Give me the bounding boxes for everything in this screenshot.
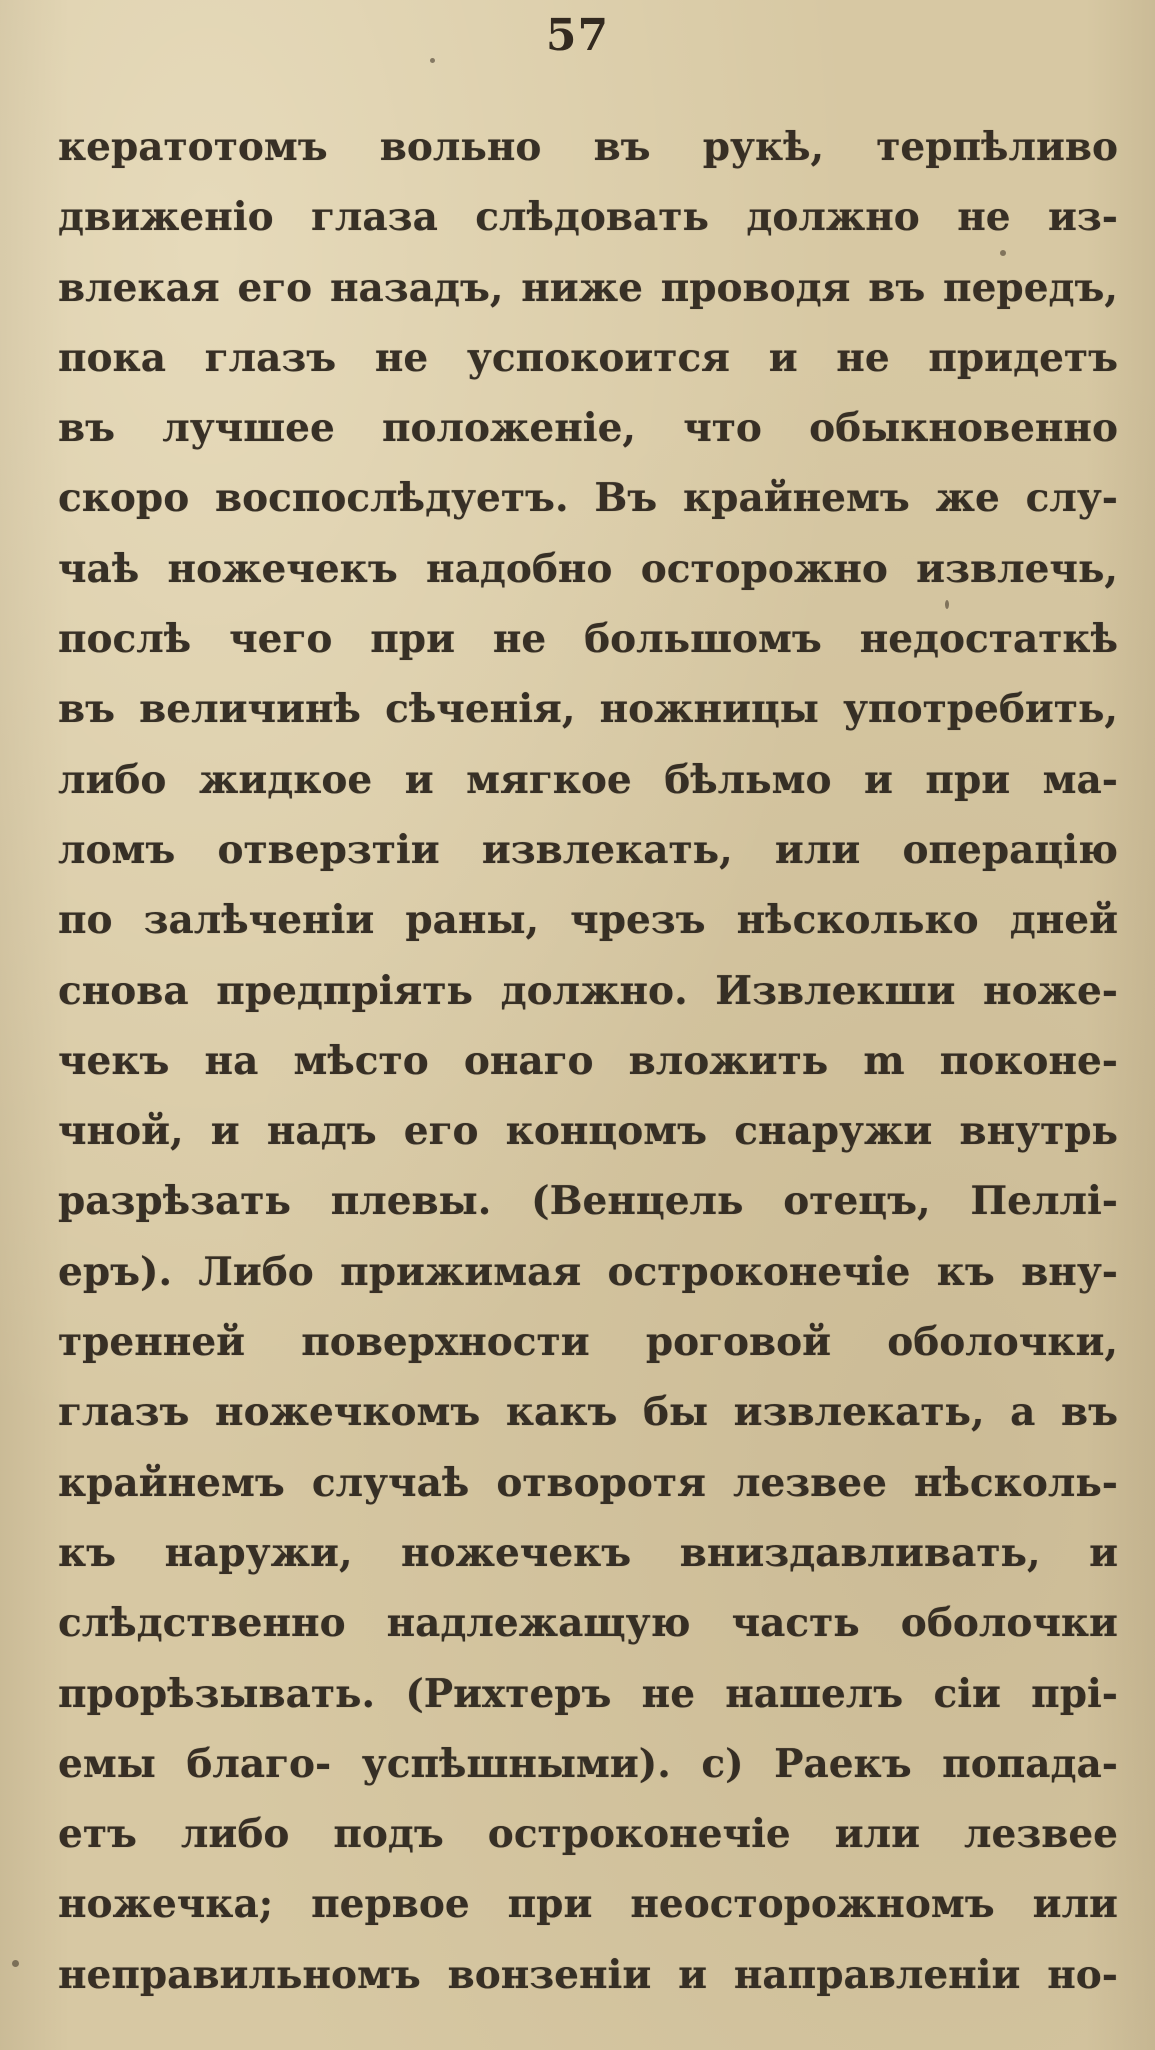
page-number: 57 <box>545 10 610 61</box>
text-line: по залѣченiи раны, чрезъ нѣсколько дней <box>58 897 1118 944</box>
text-line: влекая его назадъ, ниже проводя въ передъ, <box>58 264 1118 311</box>
text-line: ножечка; первое при неосторожномъ или <box>58 1881 1118 1928</box>
text-line: разрѣзать плевы. (Венцель отецъ, Пеллi- <box>58 1178 1118 1225</box>
text-line: чаѣ ножечекъ надобно осторожно извлечь, <box>58 545 1118 592</box>
text-line: кератотомъ вольно въ рукѣ, терпѣливо <box>58 124 1118 170</box>
text-line: снова предпрiять должно. Извлекши ноже- <box>58 967 1118 1014</box>
text-line: либо жидкое и мягкое бѣльмо и при ма- <box>58 756 1118 803</box>
text-line: етъ либо подъ остроконечiе или лезвее <box>58 1811 1118 1858</box>
text-line: чекъ на мѣсто онаго вложить m поконе- <box>58 1037 1118 1084</box>
text-line: еръ). Либо прижимая остроконечiе къ вну- <box>58 1248 1118 1295</box>
text-line: ломъ отверзтiи извлекать, или операцiю <box>58 826 1118 873</box>
text-line: неправильномъ вонзенiи и направленiи но- <box>58 1951 1118 1998</box>
body-text <box>58 112 1118 2010</box>
ink-speck <box>945 600 949 609</box>
ink-speck <box>430 58 435 63</box>
text-line: слѣдственно надлежащую часть оболочки <box>58 1600 1118 1647</box>
text-line: емы благо- успѣшными). с) Раекъ попада- <box>58 1740 1118 1787</box>
text-line: глазъ ножечкомъ какъ бы извлекать, а въ <box>58 1389 1118 1436</box>
text-line: въ величинѣ сѣченiя, ножницы употребить, <box>58 686 1118 733</box>
text-line: крайнемъ случаѣ отворотя лезвее нѣсколь- <box>58 1459 1118 1506</box>
text-line: прорѣзывать. (Рихтеръ не нашелъ сiи прi- <box>58 1670 1118 1717</box>
text-line: въ лучшее положенiе, что обыкновенно <box>58 405 1118 452</box>
ink-speck <box>12 1960 19 1967</box>
text-line: къ наружи, ножечекъ вниздавливать, и <box>58 1529 1118 1576</box>
text-line: чной, и надъ его концомъ снаружи внутрь <box>58 1108 1118 1155</box>
text-line: тренней поверхности роговой оболочки, <box>58 1319 1118 1366</box>
text-line: пока глазъ не успокоится и не придетъ <box>58 334 1118 381</box>
text-line: движенiо глаза слѣдовать должно не из- <box>58 194 1118 241</box>
ink-speck <box>1000 250 1006 256</box>
text-line: послѣ чего при не большомъ недостаткѣ <box>58 616 1118 663</box>
text-line: скоро воспослѣдуетъ. Въ крайнемъ же слу- <box>58 475 1118 522</box>
